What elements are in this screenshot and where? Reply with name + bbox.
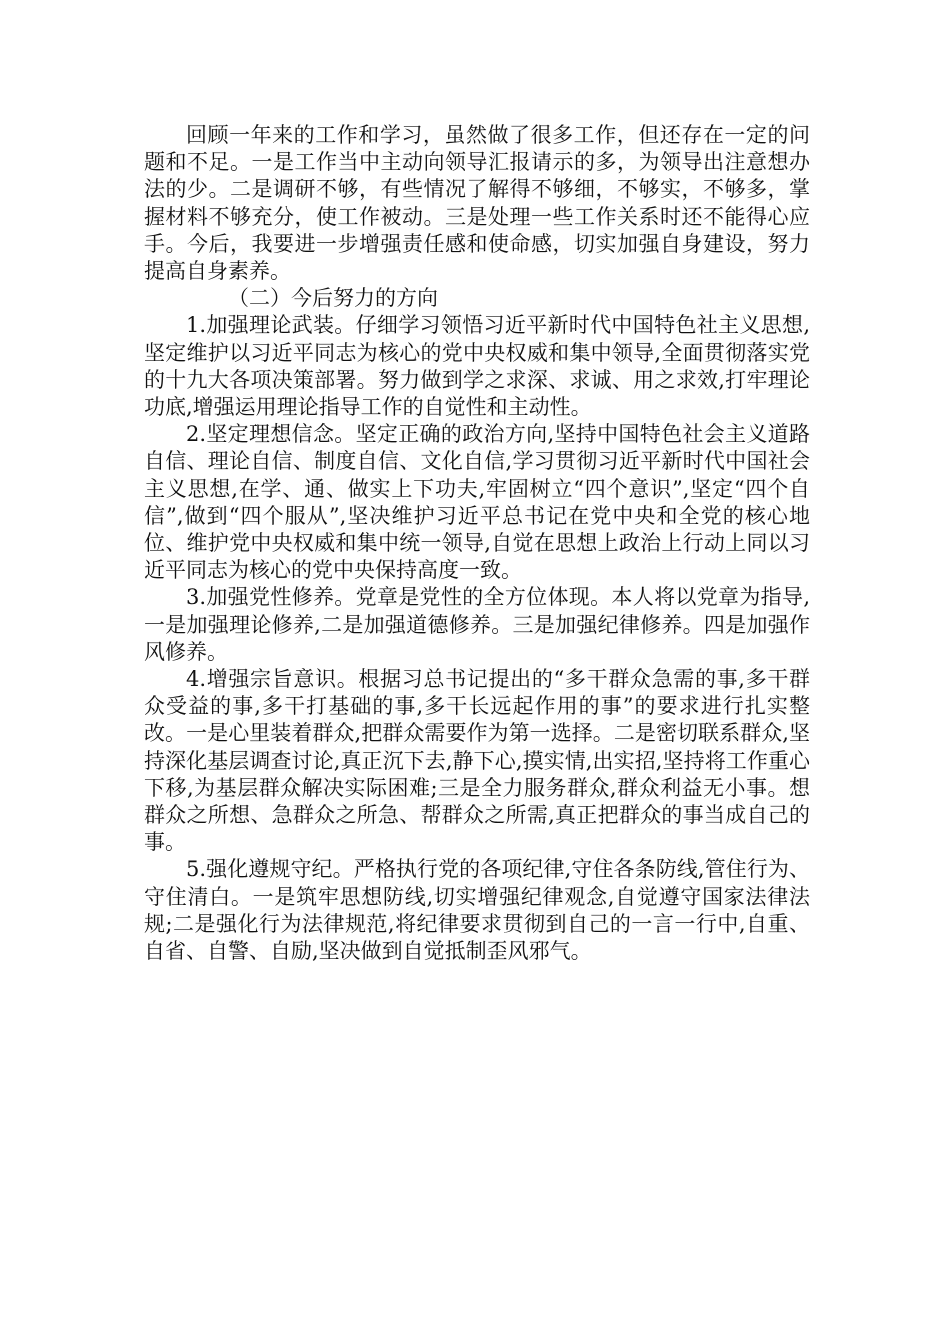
paragraph-item-3-party-spirit: 3.加强党性修养。党章是党性的全方位体现。本人将以党章为指导,一是加强理论修养,二是加强道德修养。三是加强纪律修养。四是加强作风修养。: [144, 585, 810, 664]
paragraph-item-2-ideals: 2.坚定理想信念。坚定正确的政治方向,坚持中国特色社会主义道路自信、理论自信、制度自信、文化自信,学习贯彻习近平新时代中国社会主义思想,在学、通、做实上下功夫,牢固树立“四个意识”,坚定“四个自信”,做到“四个服从”,坚决维护习近平总书记在党中央和全党的核心地位、维护党中央权威和集中统一领导,自觉在思想上政治上行动上同以习近平同志为核心的党中央保持高度一致。: [144, 422, 810, 583]
paragraph-item-5-discipline: 5.强化遵规守纪。严格执行党的各项纪律,守住各条防线,管住行为、守住清白。一是筑牢思想防线,切实增强纪律观念,自觉遵守国家法律法规;二是强化行为法律规范,将纪律要求贯彻到自己的一言一行中,自重、自省、自警、自励,坚决做到自觉抵制歪风邪气。: [144, 857, 810, 964]
paragraph-review: 回顾一年来的工作和学习，虽然做了很多工作，但还存在一定的问题和不足。一是工作当中主动向领导汇报请示的多，为领导出注意想办法的少。二是调研不够，有些情况了解得不够细，不够实，不够多，掌握材料不够充分，使工作被动。三是处理一些工作关系时还不能得心应手。今后，我要进一步增强责任感和使命感，切实加强自身建设，努力提高自身素养。: [144, 123, 810, 284]
paragraph-item-1-theory: 1.加强理论武装。仔细学习领悟习近平新时代中国特色社主义思想,坚定维护以习近平同志为核心的党中央权威和集中领导,全面贯彻落实党的十九大各项决策部署。努力做到学之求深、求诚、用之求效,打牢理论功底,增强运用理论指导工作的自觉性和主动性。: [144, 313, 810, 420]
document-body: [144, 122, 810, 965]
paragraph-item-4-purpose: 4.增强宗旨意识。根据习总书记提出的“多干群众急需的事,多干群众受益的事,多干打基础的事,多干长远起作用的事”的要求进行扎实整改。一是心里装着群众,把群众需要作为第一选择。二是密切联系群众,坚持深化基层调查讨论,真正沉下去,静下心,摸实情,出实招,坚持将工作重心下移,为基层群众解决实际困难;三是全力服务群众,群众利益无小事。想群众之所想、急群众之所急、帮群众之所需,真正把群众的事当成自己的事。: [144, 667, 810, 855]
section-heading-future-direction: （二）今后努力的方向: [228, 286, 438, 311]
